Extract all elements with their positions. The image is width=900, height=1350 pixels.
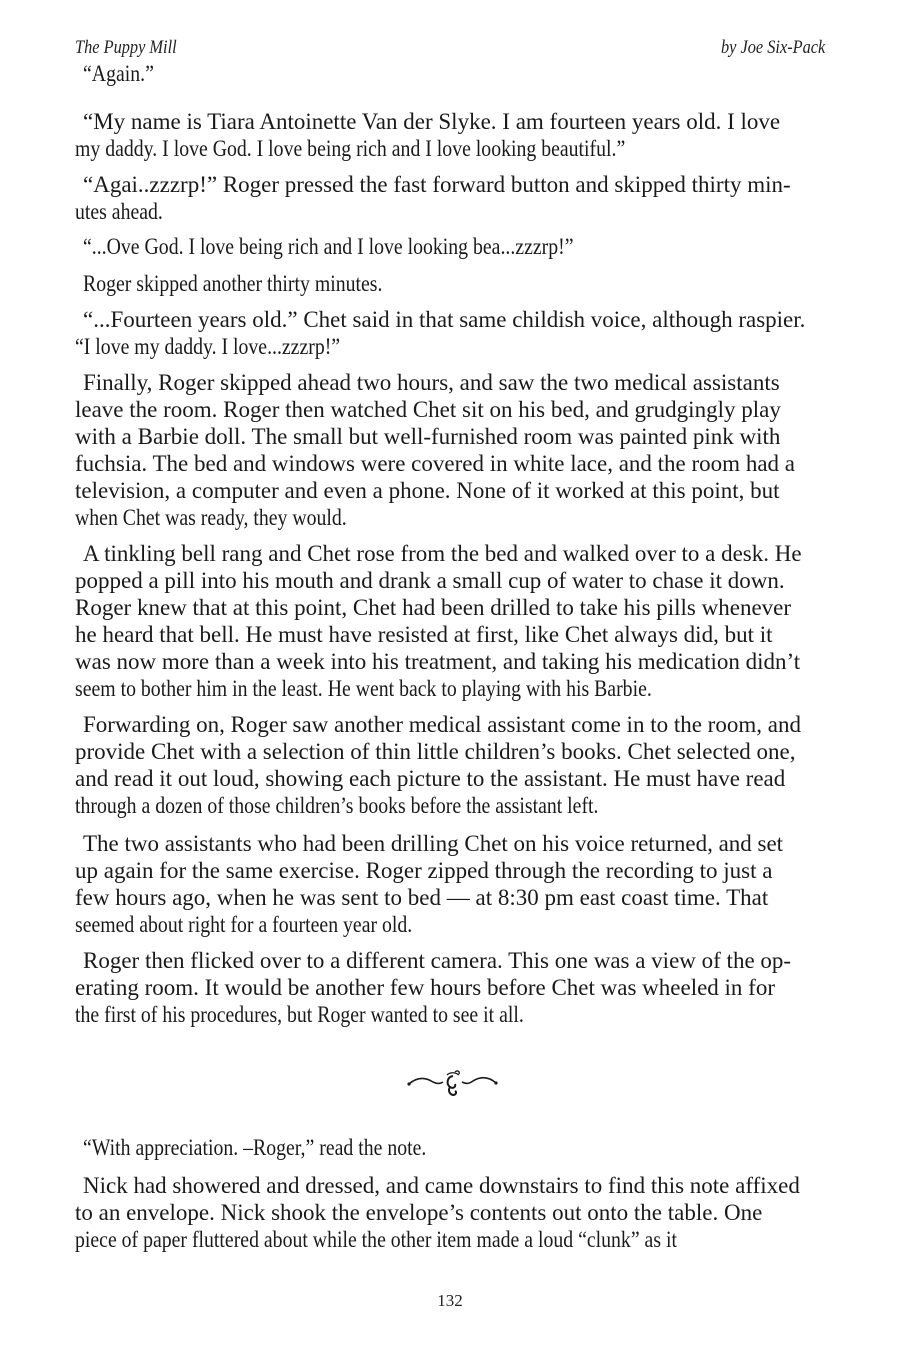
section-break-ornament-icon [405,1068,500,1098]
text-line: “My name is Tiara Antoinette Van der Slyke. I am fourteen years old. I love [83,109,781,134]
text-line: he heard that bell. He must have resisted at first, like Chet always did, but it [75,622,773,647]
text-line: The two assistants who had been drilling Chet on his voice returned, and set [83,831,784,856]
text-line: television, a computer and even a phone. None of it worked at this point, but [75,478,780,503]
text-line: Roger skipped another thirty minutes. [83,271,383,296]
text-line: fuchsia. The bed and windows were covered in white lace, and the room had a [75,451,795,476]
text-line: Forwarding on, Roger saw another medical assistant come in to the room, and [83,712,801,737]
text-line: “Again.” [83,61,154,86]
text-line: utes ahead. [75,199,163,224]
text-line: Roger knew that at this point, Chet had been drilled to take his pills whenever [75,595,792,620]
text-line: Nick had showered and dressed, and came downstairs to find this note affixed [83,1173,800,1198]
text-line: through a dozen of those children’s books before the assistant left. [75,793,599,818]
text-line: provide Chet with a selection of thin little children’s books. Chet selected one, [75,739,796,764]
text-line: piece of paper fluttered about while the other item made a loud “clunk” as it [75,1227,677,1252]
text-line: “Agai..zzzrp!” Roger pressed the fast forward button and skipped thirty min- [83,172,791,197]
text-line: popped a pill into his mouth and drank a small cup of water to chase it down. [75,568,785,593]
author-name: by Joe Six-Pack [720,37,825,58]
text-line: “...Ove God. I love being rich and I love looking bea...zzzrp!” [83,234,574,259]
text-line: erating room. It would be another few hours before Chet was wheeled in for [75,975,775,1000]
text-line: “...Fourteen years old.” Chet said in that same childish voice, although raspier. [83,307,806,332]
book-title: The Puppy Mill [75,37,177,58]
text-line: was now more than a week into his treatment, and taking his medication didn’t [75,649,801,674]
text-line: “I love my daddy. I love...zzzrp!” [75,334,341,359]
text-line: when Chet was ready, they would. [75,505,347,530]
text-line: to an envelope. Nick shook the envelope’s contents out onto the table. One [75,1200,763,1225]
text-line: the first of his procedures, but Roger wanted to see it all. [75,1002,524,1027]
text-line: “With appreciation. –Roger,” read the note. [83,1135,427,1160]
text-line: with a Barbie doll. The small but well-furnished room was painted pink with [75,424,781,449]
page-number: 132 [437,1291,463,1310]
text-line: few hours ago, when he was sent to bed — at 8:30 pm east coast time. That [75,885,769,910]
text-line: A tinkling bell rang and Chet rose from the bed and walked over to a desk. He [83,541,802,566]
text-line: seem to bother him in the least. He went back to playing with his Barbie. [75,676,652,701]
text-line: and read it out loud, showing each picture to the assistant. He must have read [75,766,786,791]
text-line: Roger then flicked over to a different camera. This one was a view of the op- [83,948,792,973]
text-line: my daddy. I love God. I love being rich and I love looking beautiful.” [75,136,626,161]
text-line: Finally, Roger skipped ahead two hours, and saw the two medical assistants [83,370,780,395]
text-line: leave the room. Roger then watched Chet sit on his bed, and grudgingly play [75,397,781,422]
text-line: up again for the same exercise. Roger zipped through the recording to just a [75,858,773,883]
text-line: seemed about right for a fourteen year old. [75,912,413,937]
